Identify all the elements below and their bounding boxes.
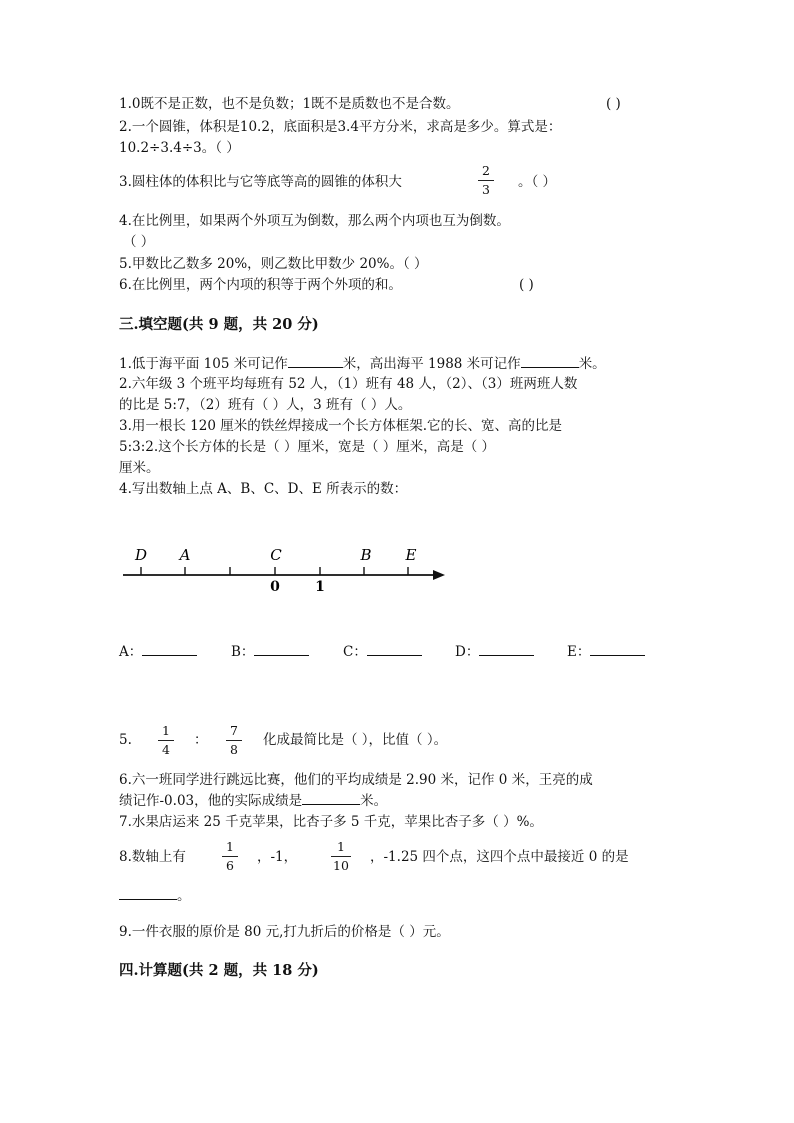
answer-d-label: D：	[455, 644, 480, 660]
fill-q4: 4.写出数轴上点 A、B、C、D、E 所表示的数：	[119, 481, 408, 497]
judge-q6: 6.在比例里，两个内项的积等于两个外项的和。	[119, 277, 402, 293]
fill-q1-part1: 1.低于海平面 105 米可记作	[119, 356, 288, 372]
judge-q1: 1.0既不是正数，也不是负数；1既不是质数也不是合数。	[119, 96, 460, 112]
point-label-e: E	[405, 546, 417, 564]
answer-b-label: B：	[231, 644, 255, 660]
fill-q3-line1: 3.用一根长 120 厘米的铁丝焊接成一个长方体框架.它的长、宽、高的比是	[119, 418, 563, 434]
fill-q3-line2: 5:3:2.这个长方体的长是（ ）厘米，宽是（ ）厘米，高是（ ）	[119, 439, 496, 455]
fill-q5-colon: ：	[194, 732, 208, 748]
judge-q5: 5.甲数比乙数多 20%，则乙数比甲数少 20%。（ ）	[119, 256, 428, 272]
tick-label-zero: 0	[270, 579, 280, 595]
judge-q2-line2: 10.2÷3.4÷3。（ ）	[119, 140, 240, 156]
answer-c-blank[interactable]	[367, 643, 422, 656]
fill-q8-blank[interactable]	[119, 887, 177, 900]
fill-q8-line2	[119, 887, 191, 905]
fraction-bar	[478, 180, 494, 181]
answer-e-label: E：	[567, 644, 591, 660]
judge-q3-answer-paren[interactable]: 。（ ）	[518, 174, 557, 190]
fill-q6-part1: 绩记作-0.03，他的实际成绩是	[119, 793, 303, 809]
judge-q1-answer-paren[interactable]: ( )	[606, 96, 621, 112]
answer-b-blank[interactable]	[254, 643, 309, 656]
fraction-denominator: 8	[230, 742, 238, 757]
fill-q6-line1: 6.六一班同学进行跳远比赛，他们的平均成绩是 2.90 米，记作 0 米，王亮的成	[119, 772, 593, 788]
number-line-diagram	[115, 540, 455, 600]
fraction-denominator: 4	[162, 742, 170, 757]
fraction-denominator: 6	[226, 858, 234, 873]
fill-q1-blank2[interactable]	[521, 355, 579, 368]
point-label-c: C	[270, 546, 282, 564]
fill-q8-fraction-2	[328, 840, 354, 873]
judge-q4-answer-paren[interactable]: （ ）	[123, 234, 155, 250]
fill-q1-blank1[interactable]	[288, 355, 343, 368]
point-label-d: D	[134, 546, 148, 564]
judge-q4-line1: 4.在比例里，如果两个外项互为倒数，那么两个内项也互为倒数。	[119, 213, 510, 229]
fraction-numerator: 1	[162, 723, 170, 738]
fill-q5-text: 化成最简比是（ ），比值（ ）。	[263, 732, 448, 748]
tick-label-one: 1	[315, 579, 325, 595]
fill-q8-fraction-1	[219, 840, 241, 873]
fill-q8-part3: ，-1.25 四个点，这四个点中最接近 0 的是	[370, 849, 629, 865]
fill-q6-line2	[119, 792, 387, 810]
fill-q7: 7.水果店运来 25 千克苹果，比杏子多 5 千克，苹果比杏子多（ ）%。	[119, 814, 543, 830]
fraction-numerator: 1	[337, 839, 345, 854]
fill-q5-fraction-1	[155, 724, 177, 757]
fill-q5-fraction-2	[223, 724, 245, 757]
fraction-numerator: 7	[230, 723, 238, 738]
judge-q6-answer-paren[interactable]: ( )	[519, 277, 534, 293]
fill-q8-part1: 8.数轴上有	[119, 849, 186, 865]
fraction-bar	[226, 740, 242, 741]
fill-q2-line2: 的比是 5:7，（2）班有（ ）人，3 班有（ ）人。	[119, 397, 412, 413]
fill-q1-part2: 米，高出海平 1988 米可记作	[342, 356, 521, 372]
answer-d	[455, 643, 534, 661]
fill-q8-part2: ，-1，	[257, 849, 298, 865]
answer-a-label: A：	[119, 644, 143, 660]
answer-d-blank[interactable]	[479, 643, 534, 656]
answer-a-blank[interactable]	[142, 643, 197, 656]
fill-q1	[119, 355, 606, 373]
fill-q6-part2: 米。	[360, 793, 388, 809]
judge-q3-text: 3.圆柱体的体积比与它等底等高的圆锥的体积大	[119, 174, 402, 190]
fraction-bar	[222, 856, 238, 857]
judge-q2-line1: 2.一个圆锥，体积是10.2，底面积是3.4平方分米，求高是多少。算式是：	[119, 119, 562, 135]
fraction-numerator: 2	[482, 163, 490, 178]
answer-e-blank[interactable]	[590, 643, 645, 656]
fill-q2-line1: 2.六年级 3 个班平均每班有 52 人，（1）班有 48 人，（2）、（3）班两班人数	[119, 376, 578, 392]
fill-q1-part3: 米。	[578, 356, 606, 372]
fill-q5-number: 5.	[119, 732, 132, 748]
fill-q6-blank[interactable]	[302, 792, 360, 805]
judge-q3-fraction	[475, 164, 497, 197]
fill-q8-end: 。	[177, 888, 191, 904]
fraction-denominator: 3	[482, 182, 490, 197]
fraction-bar	[158, 740, 174, 741]
answer-b	[231, 643, 309, 661]
answer-c	[343, 643, 422, 661]
answer-a	[119, 643, 197, 661]
fraction-numerator: 1	[226, 839, 234, 854]
answer-e	[567, 643, 645, 661]
fraction-bar	[331, 856, 351, 857]
answer-c-label: C：	[343, 644, 367, 660]
fill-q3-line3: 厘米。	[119, 460, 160, 476]
point-label-a: A	[179, 546, 191, 564]
number-line-arrow	[433, 570, 445, 580]
fraction-denominator: 10	[333, 858, 349, 873]
fill-q9: 9.一件衣服的原价是 80 元,打九折后的价格是（ ）元。	[119, 924, 450, 940]
point-label-b: B	[360, 546, 372, 564]
section-3-title: 三.填空题(共 9 题，共 20 分)	[119, 316, 319, 333]
section-4-title: 四.计算题(共 2 题，共 18 分)	[119, 962, 319, 979]
